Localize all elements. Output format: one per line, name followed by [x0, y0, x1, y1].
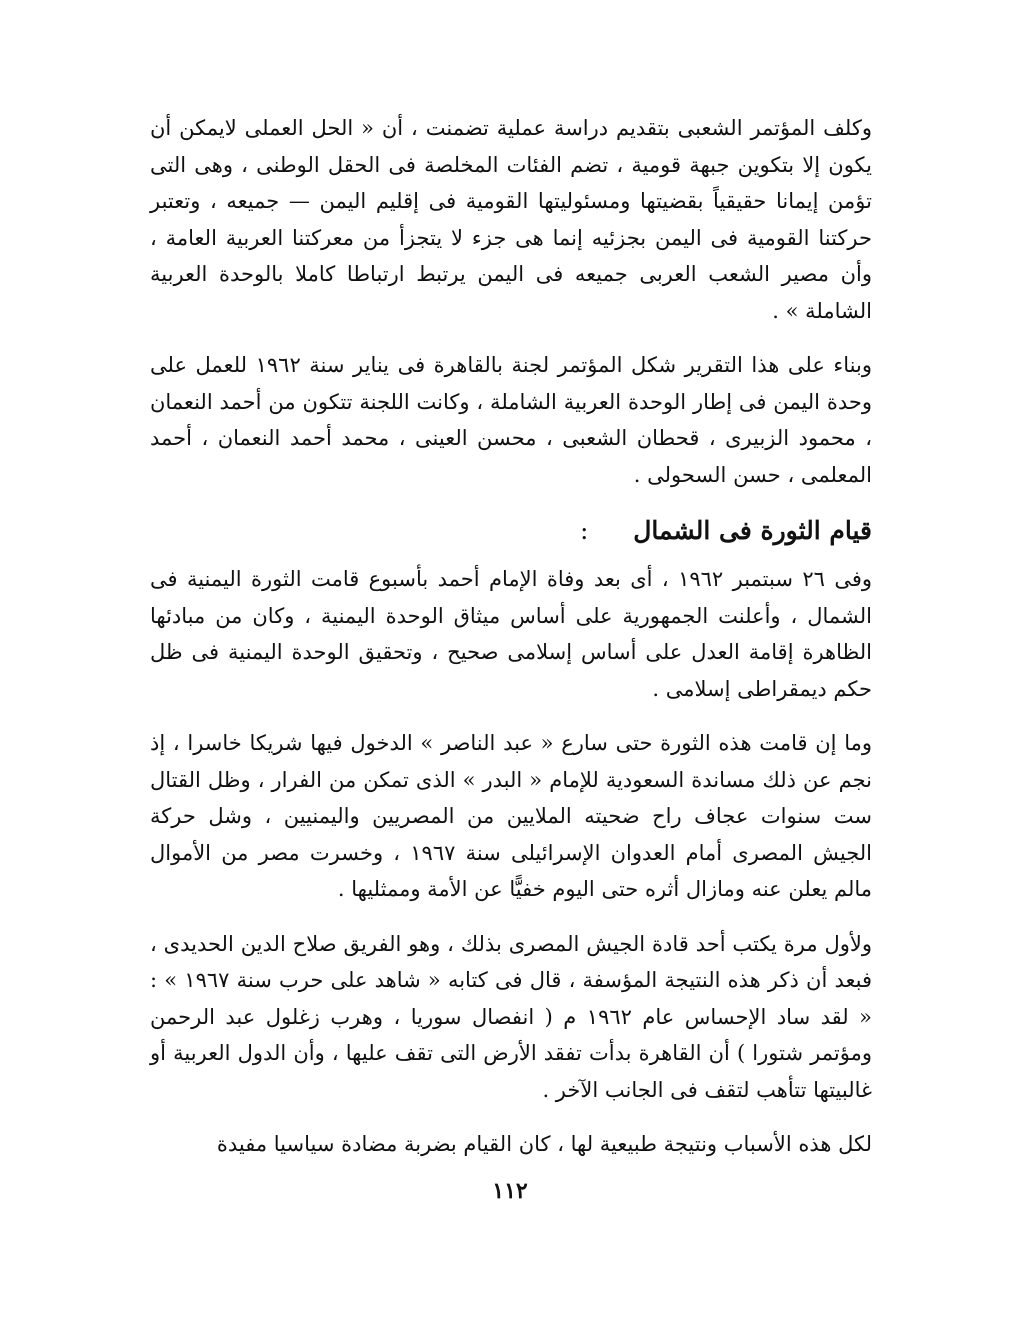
section-heading-title: قيام الثورة فى الشمال: [633, 516, 872, 545]
section-heading: [150, 511, 872, 551]
section-heading-colon: :: [580, 516, 589, 545]
paragraph-1: وكلف المؤتمر الشعبى بتقديم دراسة عملية تضمنت ، أن « الحل العملى لايمكن أن يكون إلا بتكوين جبهة قومية ، تضم الفئات المخلصة فى الحقل الوطنى ، وهى التى تؤمن إيمانا حقيقياً بقضيتها ومسئوليتها القومية فى إقليم اليمن — جميعه ، وتعتبر حركتنا القومية فى اليمن بجزئيه إنما هى جزء لا يتجزأ من معركتنا العربية العامة ، وأن مصير الشعب العربى جميعه فى اليمن يرتبط ارتباطا كاملا بالوحدة العربية الشاملة » .: [150, 116, 872, 323]
paragraph-2: وبناء على هذا التقرير شكل المؤتمر لجنة بالقاهرة فى يناير سنة ١٩٦٢ للعمل على وحدة اليمن فى إطار الوحدة العربية الشاملة ، وكانت اللجنة تتكون من أحمد النعمان ، محمود الزبيرى ، قحطان الشعبى ، محسن العينى ، محمد أحمد النعمان ، أحمد المعلمى ، حسن السحولى .: [150, 353, 872, 487]
page-body: [150, 110, 872, 1181]
page-number: ١١٢: [492, 1178, 528, 1204]
paragraph-6: لكل هذه الأسباب ونتيجة طبيعية لها ، كان القيام بضربة مضادة سياسيا مفيدة: [216, 1132, 872, 1156]
paragraph-4: وما إن قامت هذه الثورة حتى سارع « عبد الناصر » الدخول فيها شريكا خاسرا ، إذ نجم عن ذلك مساندة السعودية للإمام « البدر » الذى تمكن من الفرار ، وظل القتال ست سنوات عجاف راح ضحيته الملايين من المصريين واليمنيين ، وشل حركة الجيش المصرى أمام العدوان الإسرائيلى سنة ١٩٦٧ ، وخسرت مصر من الأموال مالم يعلن عنه ومازال أثره حتى اليوم خفيًّا عن الأمة وممثليها .: [150, 731, 873, 901]
paragraph-5: ولأول مرة يكتب أحد قادة الجيش المصرى بذلك ، وهو الفريق صلاح الدين الحديدى ، فبعد أن ذكر هذه النتيجة المؤسفة ، قال فى كتابه « شاهد على حرب سنة ١٩٦٧ » : « لقد ساد الإحساس عام ١٩٦٢ م ( انفصال سوريا ، وهرب زغلول عبد الرحمن ومؤتمر شتورا ) أن القاهرة بدأت تفقد الأرض التى تقف عليها ، وأن الدول العربية أو غالبيتها تتأهب لتقف فى الجانب الآخر .: [150, 931, 873, 1102]
paragraph-3: وفى ٢٦ سبتمبر ١٩٦٢ ، أى بعد وفاة الإمام أحمد بأسبوع قامت الثورة اليمنية فى الشمال ، وأعلنت الجمهورية على أساس ميثاق الوحدة اليمنية ، وكان من مبادئها الظاهرة إقامة العدل على أساس إسلامى صحيح ، وتحقيق الوحدة اليمنية فى ظل حكم ديمقراطى إسلامى .: [150, 567, 873, 701]
